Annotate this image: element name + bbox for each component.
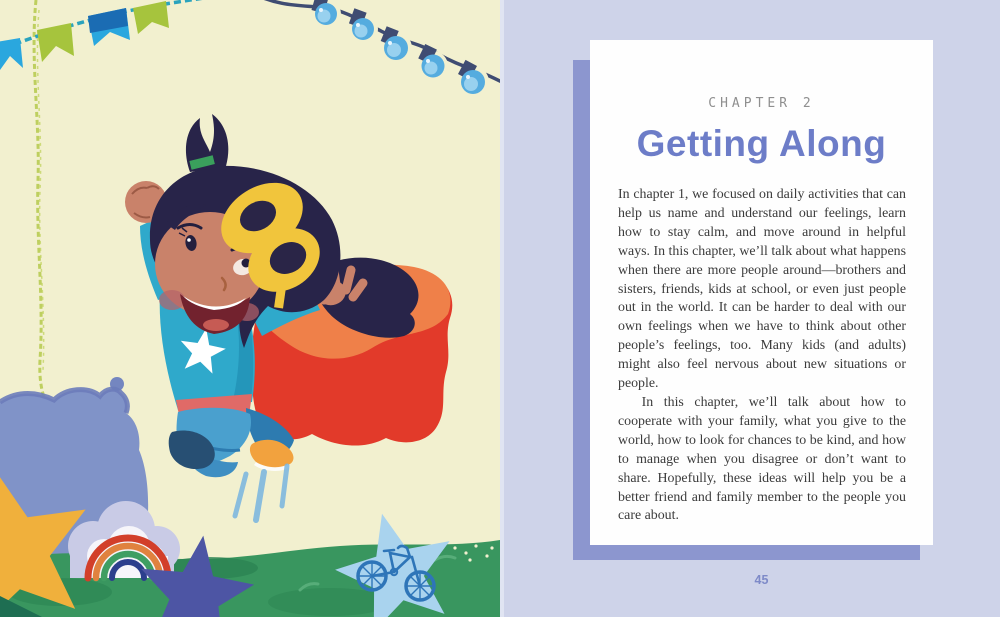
eye-left-highlight	[187, 238, 191, 242]
flag-cyan	[0, 38, 23, 70]
superhero-girl	[125, 114, 452, 520]
light-bulb	[311, 0, 341, 29]
chapter-card	[590, 40, 933, 545]
chapter-body	[618, 186, 906, 526]
page-number: 45	[754, 573, 769, 587]
paragraph-2: In this chapter, we’ll talk about how to cooperate with your family, what you give to the world, how to look for chances to be kind, and how to manage when you disagree or don’t want to share. Hopefully, these ideas will help you be a better friend and family member to the people you care about.	[618, 394, 906, 524]
chapter-label: CHAPTER 2	[708, 96, 815, 111]
light-bulb	[348, 8, 378, 44]
chapter-title: Getting Along	[636, 123, 887, 164]
flag-green-1	[37, 23, 74, 62]
gutter-highlight	[500, 0, 504, 617]
right-page	[500, 0, 1000, 617]
flag-green-2	[133, 1, 169, 34]
tongue	[203, 319, 229, 331]
paragraph-1: In chapter 1, we focused on daily activities that can help us name and understand our feelings, learn how to stay calm, and move around in helpful ways. In this chapter, we’ll talk about what happens when there are more people around—brothers and sisters, friends, kids at school, or even just people out in the world. It can be harder to deal with our own feelings when we have to think about other people’s feelings, too. Many kids (and adults) might also feel nervous about new situations or people.	[618, 187, 906, 392]
speed-lines	[235, 466, 287, 520]
cheek-left	[159, 290, 185, 310]
light-bulb	[418, 44, 448, 81]
string-lights	[250, 0, 500, 98]
light-bulb	[380, 26, 412, 64]
